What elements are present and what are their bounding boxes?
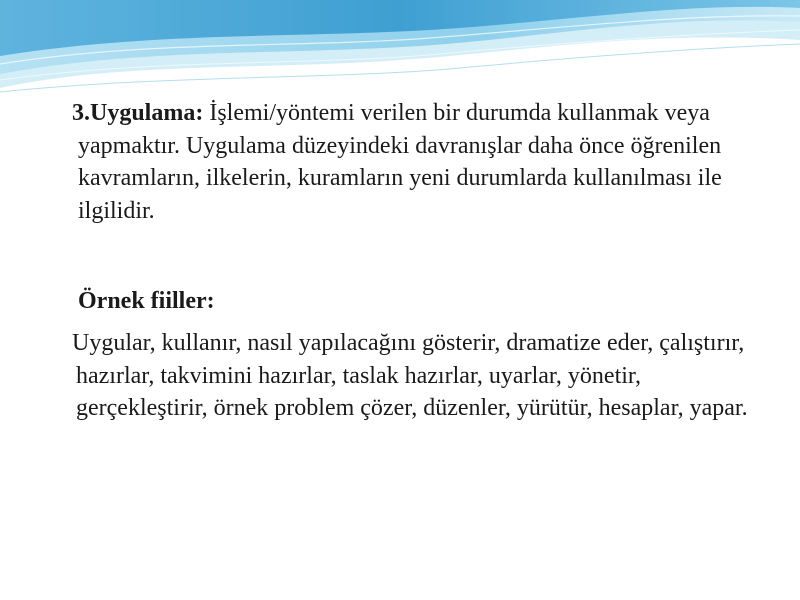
- definition-title: 3.Uygulama:: [72, 100, 204, 126]
- definition-text: İşlemi/yöntemi verilen bir durumda kullanmak veya yapmaktır. Uygulama düzeyindeki davranışlar daha önce öğrenilen kavramların, ilkelerin, kuramların yeni durumlarda kullanılması ile ilgilidir.: [78, 100, 722, 224]
- definition-paragraph: [72, 97, 758, 227]
- examples-heading: Örnek fiiller:: [78, 288, 215, 314]
- examples-paragraph: Uygular, kullanır, nasıl yapılacağını gösterir, dramatize eder, çalıştırır, hazırlar, takvimini hazırlar, taslak hazırlar, uyarlar, yönetir, gerçekleştirir, örnek problem çözer, düzenler, yürütür, hesaplar, yapar.: [72, 330, 748, 421]
